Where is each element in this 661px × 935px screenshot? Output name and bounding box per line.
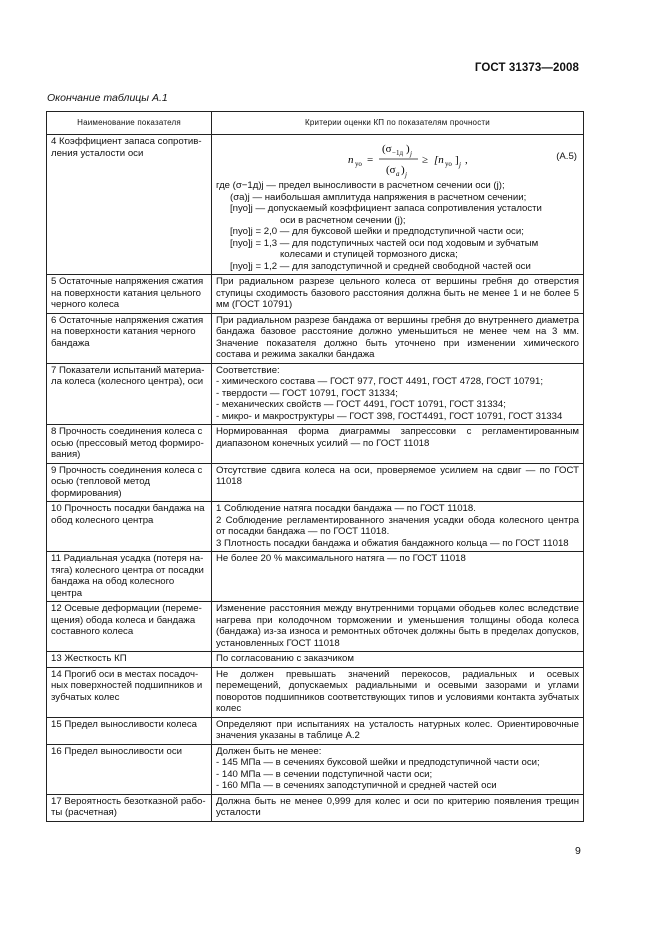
formula-den-sub: a [396, 170, 400, 178]
page-number: 9 [575, 845, 581, 857]
criteria-line: Соответствие: [216, 364, 280, 376]
criteria-line: - механических свойств — ГОСТ 4491, ГОСТ 10791, ГОСТ 31334; [216, 399, 506, 410]
table-row [47, 502, 584, 552]
row-criteria [212, 667, 584, 717]
row-name: 13 Жесткость КП [47, 652, 212, 668]
criteria-line: - химического состава — ГОСТ 977, ГОСТ 4491, ГОСТ 4728, ГОСТ 10791; [216, 376, 543, 387]
row-criteria [212, 135, 584, 275]
where-line: [nуо]j = 2,0 — для буксовой шейки и предподступичной части оси; [230, 226, 524, 237]
where-line: (σa)j — наибольшая амплитуда напряжения в расчетном сечении; [230, 191, 527, 203]
formula-lhs: n [348, 154, 354, 166]
table-row [47, 425, 584, 464]
formula-num-sub: −1д [392, 149, 404, 157]
formula-a5 [216, 136, 579, 180]
criteria-line: Должна быть не менее 0,999 для колес и оси по критерию появления трещин усталости [216, 795, 579, 818]
table-row [47, 602, 584, 652]
row-criteria [212, 652, 584, 668]
column-header-criteria: Критерии оценки КП по показателям прочности [212, 112, 584, 135]
formula-tail: , [465, 154, 468, 166]
formula-rhs: [n [434, 154, 444, 166]
row-criteria [212, 717, 584, 744]
row-name: 7 Показатели испытаний материала колеса (колесного центра), оси [47, 363, 212, 425]
criteria-line: - 140 МПа — в сечении подступичной части оси; [216, 768, 433, 780]
formula-eq: = [367, 154, 374, 166]
row-criteria [212, 425, 584, 464]
formula [346, 138, 546, 180]
formula-relation: ≥ [422, 154, 429, 166]
equation-number: (A.5) [556, 151, 577, 162]
table-row [47, 463, 584, 502]
row-criteria [212, 744, 584, 794]
row-name: 15 Предел выносливости колеса [47, 717, 212, 744]
table-row [47, 794, 584, 821]
column-header-indicator: Наименование показателя [47, 112, 212, 135]
formula-num: (σ [382, 143, 392, 155]
table-row [47, 552, 584, 602]
criteria-line: Не должен превышать значений перекосов, радиальных и осевых перемещений, допускаемых радиальными и осевыми зазорами и углами поворотов подшипников соответствующих типов и условиями контакта зубчатых колес [216, 668, 579, 714]
row-criteria [212, 275, 584, 314]
row-name: 11 Радиальная усадка (потеря натяга) колесного центра от посадки бандажа на обод колесного центра [47, 552, 212, 602]
formula-rhs-close: ] [455, 154, 459, 166]
formula-rhs-j: j [459, 161, 461, 169]
criteria-line: Определяют при испытаниях на усталость натурных колес. Ориентировочные значения указаны в таблице А.2 [216, 718, 579, 741]
criteria-table [46, 111, 584, 822]
criteria-line: При радиальном разрезе бандажа от вершины гребня до внутреннего диаметра бандажа базовое расстояние должно уменьшиться не менее чем на 3 мм. Значение показателя должно быть уточнено при изменении химического состава и режима закалки бандажа [216, 314, 579, 360]
row-name: 14 Прогиб оси в местах посадочных поверхностей подшипников и зубчатых колес [47, 667, 212, 717]
row-name: 6 Остаточные напряжения сжатия на поверхности катания черного бандажа [47, 313, 212, 363]
criteria-line: 2 Соблюдение регламентированного значения усадки обода колесного центра от посадки бандажа — по ГОСТ 11018. [216, 514, 579, 537]
row-criteria [212, 502, 584, 552]
row-name: 9 Прочность соединения колеса с осью (тепловой метод формирования) [47, 463, 212, 502]
standard-header: ГОСТ 31373—2008 [474, 62, 579, 74]
criteria-line: 3 Плотность посадки бандажа и обжатия бандажного кольца — по ГОСТ 11018 [216, 537, 569, 549]
formula-lhs-sub: уо [355, 160, 362, 168]
row-name: 4 Коэффициент запаса сопротивления усталости оси [47, 135, 212, 275]
table-caption: Окончание таблицы А.1 [47, 92, 168, 104]
criteria-line: 1 Соблюдение натяга посадки бандажа — по ГОСТ 11018. [216, 503, 476, 514]
row-name: 17 Вероятность безотказной работы (расчетная) [47, 794, 212, 821]
formula-den-j: j [405, 171, 407, 179]
row-criteria [212, 602, 584, 652]
table-row [47, 275, 584, 314]
row-criteria [212, 463, 584, 502]
row-name: 10 Прочность посадки бандажа на обод колесного центра [47, 502, 212, 552]
where-line: где (σ−1д)j — предел выносливости в расчетном сечении оси (j); [216, 180, 505, 191]
where-line: [nуо]j = 1,3 — для подступичных частей оси под ходовым и зубчатым [230, 237, 539, 249]
row-criteria [212, 313, 584, 363]
row-criteria [212, 794, 584, 821]
criteria-line: Нормированная форма диаграммы запрессовки с регламентированным диапазоном конечных усилий — по ГОСТ 11018 [216, 426, 579, 449]
where-line: колесами и ступицей тормозного диска; [280, 249, 458, 260]
where-line: [nуо]j — допускаемый коэффициент запаса сопротивления усталости [230, 203, 542, 214]
criteria-line: - микро- и макроструктуры — ГОСТ 398, ГОСТ4491, ГОСТ 10791, ГОСТ 31334 [216, 410, 563, 422]
table-row [47, 135, 584, 275]
criteria-line: Должен быть не менее: [216, 745, 322, 757]
formula-den-close: ) [401, 164, 405, 176]
table-row [47, 363, 584, 425]
formula-num-j: j [410, 150, 412, 158]
criteria-line: По согласованию с заказчиком [216, 653, 354, 664]
row-criteria [212, 363, 584, 425]
row-criteria [212, 552, 584, 602]
criteria-line: Отсутствие сдвига колеса на оси, проверяемое усилием на сдвиг — по ГОСТ 11018 [216, 464, 579, 487]
table-row [47, 744, 584, 794]
formula-rhs-sub: уо [445, 160, 452, 168]
criteria-line: Изменение расстояния между внутренними торцами ободьев колес вследствие нагрева при колодочном торможении и уменьшения толщины обода колеса (бандажа) из-за износа и ремонтных обточек должны быть в пределах допусков, установленных ГОСТ 11018 [216, 603, 579, 649]
where-line: [nуо]j = 1,2 — для заподступичной и средней свободной частей оси [230, 260, 531, 272]
criteria-line: - 145 МПа — в сечениях буксовой шейки и предподступичной части оси; [216, 757, 540, 768]
table-row [47, 667, 584, 717]
table-row [47, 652, 584, 668]
criteria-line: - твердости — ГОСТ 10791, ГОСТ 31334; [216, 387, 398, 399]
row-name: 12 Осевые деформации (перемещения) обода колеса и бандажа составного колеса [47, 602, 212, 652]
table-row [47, 313, 584, 363]
table-header-row [47, 112, 584, 135]
criteria-line: Не более 20 % максимального натяга — по ГОСТ 11018 [216, 553, 466, 564]
formula-den: (σ [386, 164, 396, 176]
table-row [47, 717, 584, 744]
criteria-line: - 160 МПа — в сечениях заподступичной и средней частей оси [216, 780, 497, 791]
where-line: оси в расчетном сечении (j); [280, 214, 406, 226]
formula-num-close: ) [406, 143, 410, 155]
row-name: 16 Предел выносливости оси [47, 744, 212, 794]
row-name: 8 Прочность соединения колеса с осью (прессовый метод формирования) [47, 425, 212, 464]
criteria-line: При радиальном разрезе цельного колеса от вершины гребня до отверстия ступицы сходимость базового расстояния должна быть не менее 1 и не более 5 мм (ГОСТ 10791) [216, 276, 579, 310]
row-name: 5 Остаточные напряжения сжатия на поверхности катания цельного черного колеса [47, 275, 212, 314]
